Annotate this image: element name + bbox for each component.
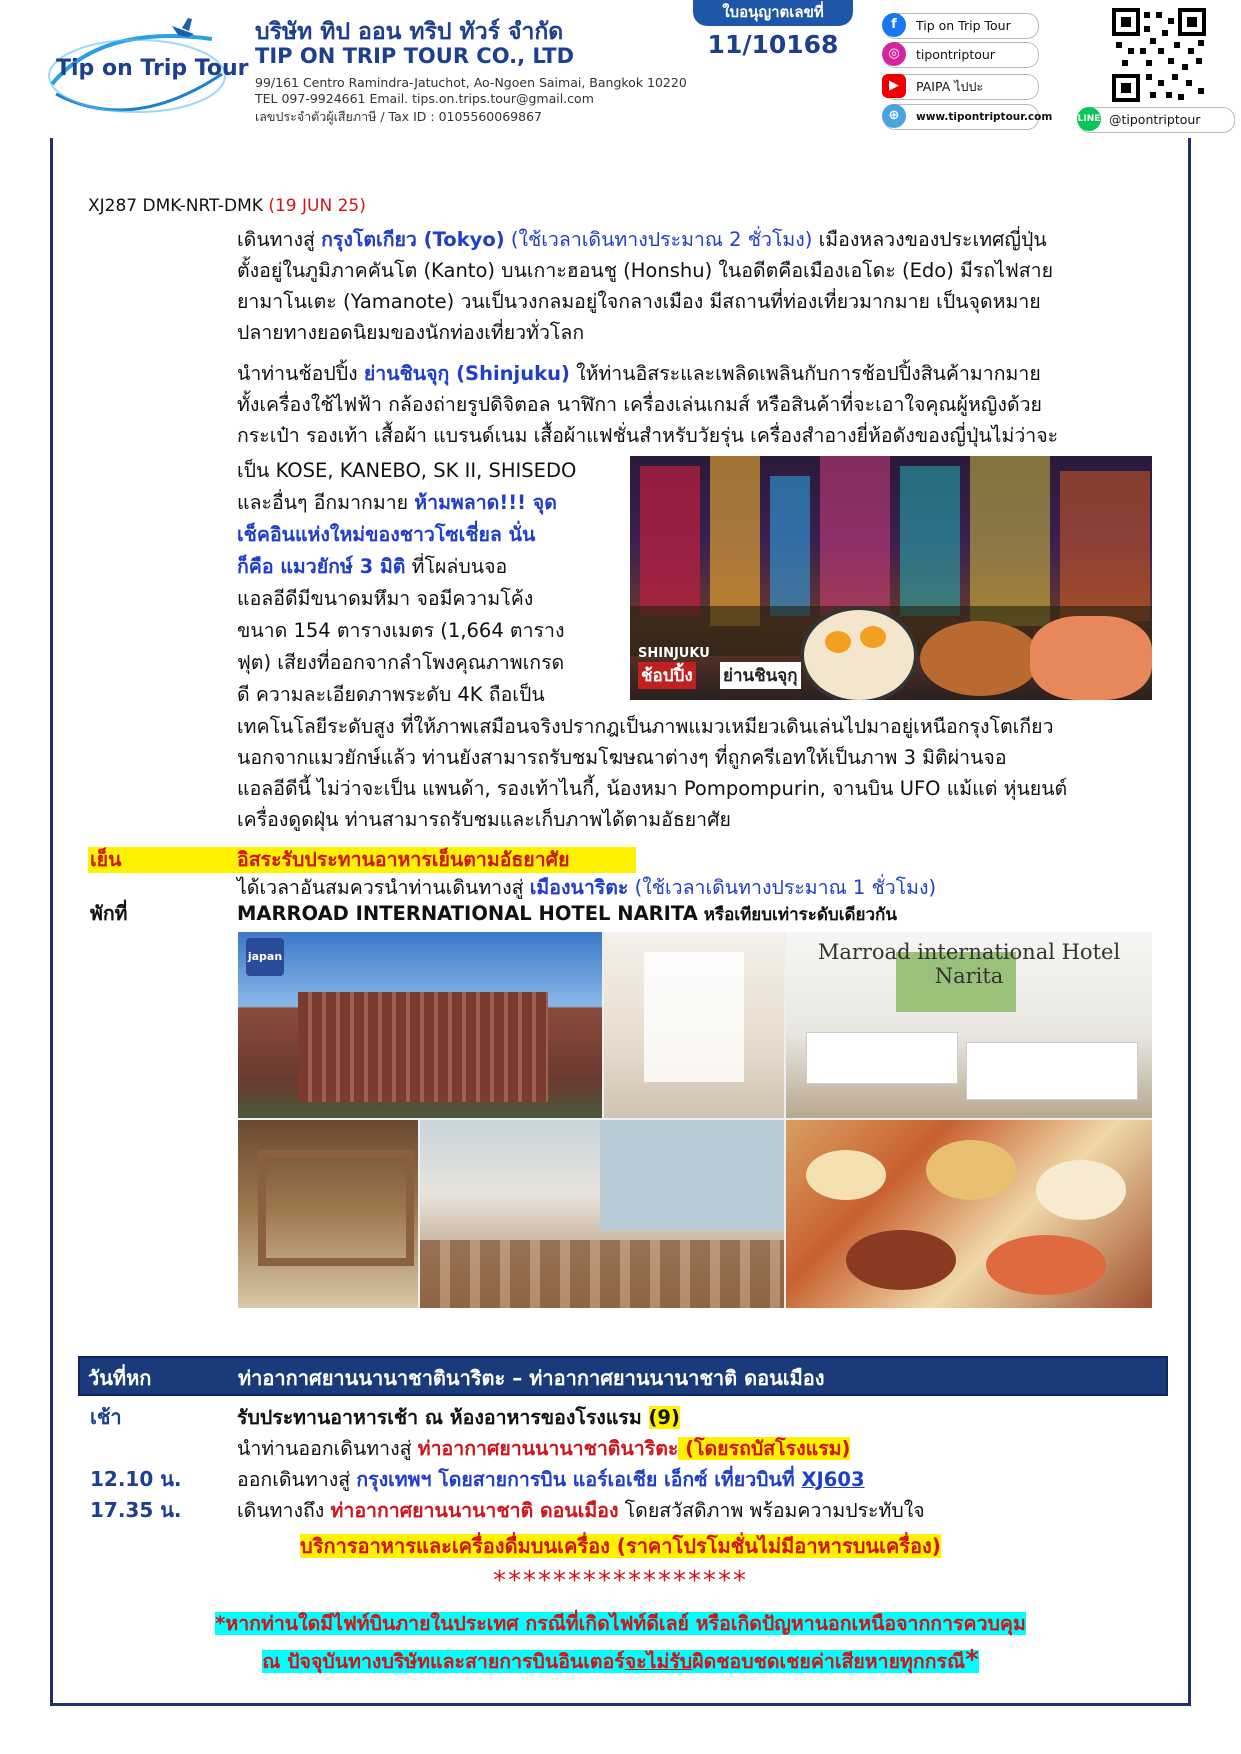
para2-line14: แอลอีดีนี้ ไม่ว่าจะเป็น แพนด้า, รองเท้าไนกี้, น้องหมา Pompompurin, จานบิน UFO แม้แต่ หุ่นยนต์ <box>237 777 1068 800</box>
japan-badge: japan <box>246 938 284 976</box>
giant-cat-highlight: ก็คือ แมวยักษ์ 3 มิติ <box>237 555 406 578</box>
company-contact: TEL 097-9924661 Email. tips.on.trips.tour@gmail.com <box>255 91 594 106</box>
para2-line9: ขนาด 154 ตารางเมตร (1,664 ตาราง <box>237 619 565 642</box>
departure-time: 12.10 น. <box>90 1467 182 1491</box>
meal-count: (9) <box>648 1406 680 1429</box>
para2-line6: เช็คอินแห่งใหม่ของชาวโซเชี่ยล นั่น <box>237 523 536 546</box>
hotel-exterior-photo <box>238 932 602 1118</box>
license-number: 11/10168 <box>707 30 839 59</box>
flight-date: (19 JUN 25) <box>268 196 366 216</box>
shinjuku-label-th2: ย่านชินจุกุ <box>720 662 801 689</box>
shinjuku-label-en: SHINJUKU <box>638 646 710 661</box>
tokyo-highlight: กรุงโตเกียว (Tokyo) <box>321 228 505 251</box>
flight-code-line <box>88 196 366 216</box>
website-link[interactable]: ⊕ www.tipontriptour.com <box>883 104 1039 130</box>
para2-line3: กระเป๋า รองเท้า เสื้อผ้า แบรนด์เนม เสื้อผ้าแฟชั่นสำหรับวัยรุ่น เครื่องสำอางยี่ห้อดังของญี่ปุ่นไม่ว่าจะ <box>237 424 1059 447</box>
para2-line10: ฟุต) เสียงที่ออกจากลำโพงคุณภาพเกรด <box>237 651 565 674</box>
dinner-text: อิสระรับประทานอาหารเย็นตามอัธยาศัย <box>237 848 570 871</box>
line-link[interactable]: LINE @tipontriptour <box>1078 107 1235 133</box>
para1-line2: ตั้งอยู่ในภูมิภาคคันโต (Kanto) บนเกาะฮอนชู (Honshu) ในอดีตคือเมืองเอโดะ (Edo) มีรถไฟสาย <box>237 259 1054 282</box>
facebook-link[interactable]: f Tip on Trip Tour <box>883 13 1039 39</box>
flight-xj603: XJ603 <box>801 1468 865 1491</box>
company-name-english: TIP ON TRIP TOUR CO., LTD <box>255 44 575 68</box>
to-airport-line: นำท่านออกเดินทางสู่ ท่าอากาศยานนานาชาตินาริตะ (โดยรถบัสโรงแรม) <box>237 1437 851 1460</box>
para2-line7: ก็คือ แมวยักษ์ 3 มิติ ที่โผล่บนจอ <box>237 555 508 578</box>
flight-code: XJ287 DMK-NRT-DMK <box>88 196 263 216</box>
para2-line5: และอื่นๆ อีกมากมาย ห้ามพลาด!!! จุด <box>237 491 557 514</box>
hotel-caption: Marroad international Hotel Narita <box>817 940 1121 988</box>
para1-line4: ปลายทางยอดนิยมของนักท่องเที่ยวทั่วโลก <box>237 321 585 344</box>
para1-line1: เดินทางสู่ กรุงโตเกียว (Tokyo) (ใช้เวลาเดินทางประมาณ 2 ชั่วโมง) เมืองหลวงของประเทศญี่ปุ่น <box>237 228 1047 251</box>
para2-line11: ดี ความละเอียดภาพระดับ 4K ถือเป็น <box>237 683 545 706</box>
globe-icon: ⊕ <box>882 104 906 128</box>
company-address: 99/161 Centro Ramindra-Jatuchot, Ao-Ngoen Saimai, Bangkok 10220 <box>255 75 687 90</box>
disclaimer-line2-row <box>0 1645 1241 1677</box>
para2-line13: นอกจากแมวยักษ์แล้ว ท่านยังสามารถรับชมโฆษณาต่างๆ ที่ถูกครีเอทให้เป็นภาพ 3 มิติผ่านจอ <box>237 746 1007 769</box>
hotel-line: MARROAD INTERNATIONAL HOTEL NARITA หรือเทียบเท่าระดับเดียวกัน <box>237 902 897 925</box>
hotel-buffet-photo <box>786 1120 1152 1308</box>
para1-line3: ยามาโนเตะ (Yamanote) วนเป็นวงกลมอยู่ใจกลางเมือง มีสถานที่ท่องเที่ยวมากมาย เป็นจุดหมาย <box>237 290 1041 313</box>
license-label: ใบอนุญาตเลขที่ <box>693 0 853 26</box>
shinjuku-photo <box>630 456 1152 700</box>
page-border-right <box>1188 138 1191 1706</box>
youtube-link[interactable]: ▶ PAIPA ไปปะ <box>883 74 1039 100</box>
hotel-lobby-photo <box>604 932 784 1118</box>
instagram-icon: ◎ <box>882 42 906 66</box>
stars-divider: ***************** <box>493 1566 748 1596</box>
inflight-service: บริการอาหารและเครื่องดื่มบนเครื่อง (ราคาโปรโมชั่นไม่มีอาหารบนเครื่อง) <box>300 1534 941 1558</box>
disclaimer-line1: *หากท่านใดมีไฟท์บินภายในประเทศ กรณีที่เกิดไฟท์ดีเลย์ หรือเกิดปัญหานอกเหนือจากการควบคุม <box>215 1612 1026 1635</box>
dinner-label: เย็น <box>90 848 122 871</box>
company-name-thai: บริษัท ทิป ออน ทริป ทัวร์ จำกัด <box>255 19 564 45</box>
qr-code <box>1112 8 1206 102</box>
page-border-left <box>50 138 53 1706</box>
day6-title: ท่าอากาศยานนานาชาตินาริตะ – ท่าอากาศยานนานาชาติ ดอนเมือง <box>238 1366 825 1390</box>
para2-line15: เครื่องดูดฝุ่น ท่านสามารถรับชมและเก็บภาพได้ตามอัธยาศัย <box>237 808 731 831</box>
hotel-dining-hall-photo <box>420 1120 784 1308</box>
day6-label: วันที่หก <box>88 1366 152 1390</box>
inflight-service-row <box>0 1531 1241 1562</box>
logo-text: Tip on Trip Tour <box>56 56 249 81</box>
page-border-bottom <box>50 1703 1191 1706</box>
breakfast-line: รับประทานอาหารเช้า ณ ห้องอาหารของโรงแรม (9) <box>237 1406 680 1429</box>
transfer-line: ได้เวลาอันสมควรนำท่านเดินทางสู่ เมืองนาริตะ (ใช้เวลาเดินทางประมาณ 1 ชั่วโมง) <box>237 876 937 899</box>
departure-line: ออกเดินทางสู่ กรุงเทพฯ โดยสายการบิน แอร์เอเชีย เอ็กซ์ เที่ยวบินที่ XJ603 <box>237 1468 865 1491</box>
para2-line1: นำท่านช้อปปิ้ง ย่านชินจุกุ (Shinjuku) ให้ท่านอิสระและเพลิดเพลินกับการช้อปปิ้งสินค้ามากมาย <box>237 362 1041 385</box>
hotel-restaurant-entrance-photo <box>238 1120 418 1308</box>
para2-line12: เทคโนโลยีระดับสูง ที่ให้ภาพเสมือนจริงปรากฎเป็นภาพแมวเหมียวเดินเล่นไปมาอยู่เหนือกรุงโตเกียว <box>237 715 1054 738</box>
facebook-icon: f <box>882 13 906 37</box>
disclaimer-line1-row <box>0 1608 1241 1639</box>
instagram-link[interactable]: ◎ tipontriptour <box>883 42 1039 68</box>
hotel-collage <box>238 932 1152 1308</box>
company-tax-id: เลขประจำตัวผู้เสียภาษี / Tax ID : 0105560069867 <box>255 109 542 124</box>
youtube-icon: ▶ <box>882 74 906 98</box>
para2-line2: ทั้งเครื่องใช้ไฟฟ้า กล้องถ่ายรูปดิจิตอล นาฬิกา เครื่องเล่นเกมส์ หรือสินค้าที่จะเอาใจคุณผู้หญิงด้วย <box>237 393 1042 416</box>
day6-header <box>78 1356 1168 1396</box>
disclaimer-line2: ณ ปัจจุบันทางบริษัทและสายการบินอินเตอร์จะไม่รับผิดชอบชดเชยค่าเสียหายทุกกรณี* <box>262 1645 979 1675</box>
company-logo <box>42 14 249 124</box>
arrival-time: 17.35 น. <box>90 1498 182 1522</box>
hotel-name: MARROAD INTERNATIONAL HOTEL NARITA <box>237 902 698 925</box>
para2-line4: เป็น KOSE, KANEBO, SK II, SHISEDO <box>237 459 577 482</box>
arrival-line: เดินทางถึง ท่าอากาศยานนานาชาติ ดอนเมือง โดยสวัสดิภาพ พร้อมความประทับใจ <box>237 1499 925 1522</box>
line-icon: LINE <box>1077 107 1101 131</box>
para2-line8: แอลอีดีมีขนาดมหึมา จอมีความโค้ง <box>237 587 534 610</box>
shinjuku-highlight: ย่านชินจุกุ (Shinjuku) <box>363 362 570 385</box>
hotel-label: พักที่ <box>90 902 128 925</box>
morning-label: เช้า <box>90 1405 122 1429</box>
shinjuku-label-th1: ช้อปปิ้ง <box>638 662 696 689</box>
hotel-room-photo <box>786 932 1152 1118</box>
